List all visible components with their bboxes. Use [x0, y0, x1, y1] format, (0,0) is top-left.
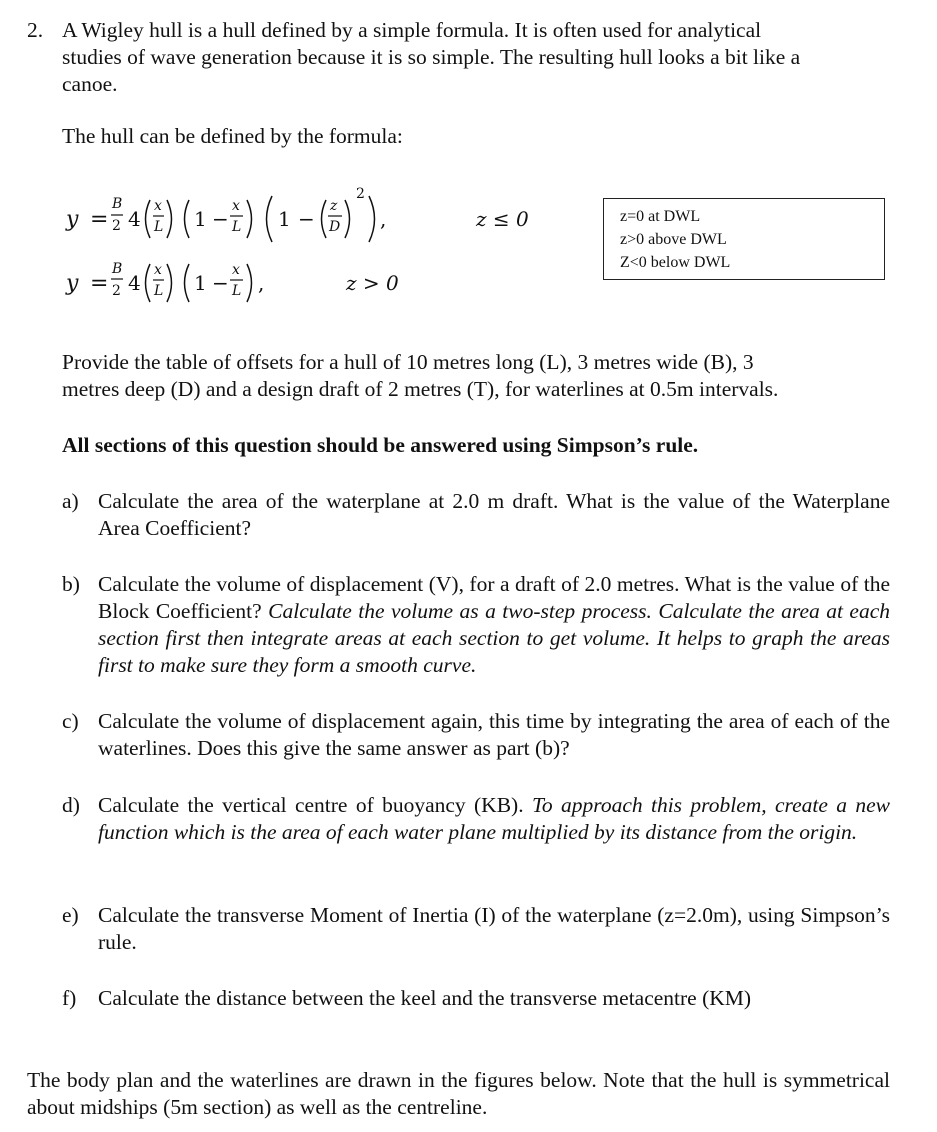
instruction: All sections of this question should be answered using Simpson’s rule.	[62, 433, 699, 457]
formula1-four: 4	[128, 207, 141, 231]
part-c	[62, 708, 890, 762]
note-line: Z<0 below DWL	[620, 254, 731, 271]
formula1-one2: 1	[278, 207, 291, 231]
intro-line: studies of wave generation because it is so simple. The resulting hull looks a bit like a	[62, 45, 801, 69]
formula1-y: y	[66, 207, 79, 232]
formula1-L: L	[154, 219, 164, 235]
part-text: Calculate the distance between the keel and the transverse metacentre (KM)	[98, 986, 752, 1010]
question-intro	[62, 17, 890, 98]
part-text: Calculate the volume of displacement again, this time by integrating the area of each of the waterlines. Does this give the same answer as part (b)?	[98, 709, 890, 760]
question-number: 2.	[27, 18, 44, 42]
part-label: e)	[62, 903, 79, 927]
part-text: Calculate the transverse Moment of Inertia (I) of the waterplane (z=2.0m), using Simpson’s rule.	[98, 903, 890, 954]
part-text: Calculate the volume of displacement (V), for a draft of 2.0 metres. What is the value of the Block Coefficient?	[98, 572, 890, 623]
part-hint: Calculate the volume as a two-step process. Calculate the area at each section first then integrate areas at each section to get volume. It helps to graph the areas first to make sure they form a smooth curve.	[98, 599, 891, 677]
part-label: b)	[62, 572, 80, 596]
formula2-eq: =	[90, 271, 109, 296]
dwl-note-box	[603, 198, 885, 280]
formula2-comma: ,	[258, 271, 265, 295]
part-f	[62, 985, 890, 1012]
formula1-z: z	[330, 198, 338, 214]
formula1-two: 2	[112, 218, 121, 234]
part-e	[62, 902, 890, 956]
formula2-y: y	[66, 271, 79, 296]
formula1-minus2: −	[298, 207, 315, 231]
part-label: d)	[62, 793, 80, 817]
formula2-x2: x	[232, 262, 240, 278]
formula1-L2: L	[232, 219, 242, 235]
formula1-x: x	[154, 198, 162, 214]
hull-formula	[60, 180, 580, 310]
formula2-one: 1	[194, 271, 207, 295]
part-label: c)	[62, 709, 79, 733]
formula2-L2: L	[232, 283, 242, 299]
formula2-minus: −	[212, 271, 229, 295]
intro-line: A Wigley hull is a hull defined by a simple formula. It is often used for analytical	[62, 18, 762, 42]
intro-line: canoe.	[62, 72, 118, 96]
task-line: Provide the table of offsets for a hull of 10 metres long (L), 3 metres wide (B), 3	[62, 350, 754, 374]
part-text: Calculate the area of the waterplane at 2.0 m draft. What is the value of the Waterplane Area Coefficient?	[98, 489, 890, 540]
part-text: Calculate the vertical centre of buoyancy (KB).	[98, 793, 532, 817]
formula1-D: D	[329, 219, 341, 235]
formula1-B: B	[112, 196, 123, 212]
formula2-x: x	[154, 262, 162, 278]
formula2-condition: z > 0	[346, 271, 399, 295]
task-line: metres deep (D) and a design draft of 2 metres (T), for waterlines at 0.5m intervals.	[62, 377, 779, 401]
formula1-square: 2	[356, 186, 365, 202]
part-d	[62, 792, 890, 846]
note-line: z=0 at DWL	[620, 208, 701, 225]
part-b	[62, 571, 890, 679]
task-description	[62, 349, 890, 403]
formula1-x2: x	[232, 198, 240, 214]
formula1-one: 1	[194, 207, 207, 231]
formula-intro: The hull can be defined by the formula:	[62, 124, 403, 148]
formula1-comma: ,	[380, 207, 387, 231]
formula2-L: L	[154, 283, 164, 299]
formula2-two: 2	[112, 283, 121, 299]
part-label: a)	[62, 489, 79, 513]
part-label: f)	[62, 986, 77, 1010]
formula1-eq: =	[90, 207, 109, 232]
formula1-minus: −	[212, 207, 229, 231]
closing-note: The body plan and the waterlines are drawn in the figures below. Note that the hull is symmetrical about midships (5m section) as well as the centreline.	[27, 1068, 890, 1119]
formula2-four: 4	[128, 271, 141, 295]
part-a	[62, 488, 890, 542]
part-hint: To approach this problem, create a new function which is the area of each water plane multiplied by its distance from the origin.	[98, 793, 890, 844]
formula1-condition: z ≤ 0	[476, 207, 529, 231]
note-line: z>0 above DWL	[620, 231, 727, 248]
formula2-B: B	[112, 261, 123, 277]
